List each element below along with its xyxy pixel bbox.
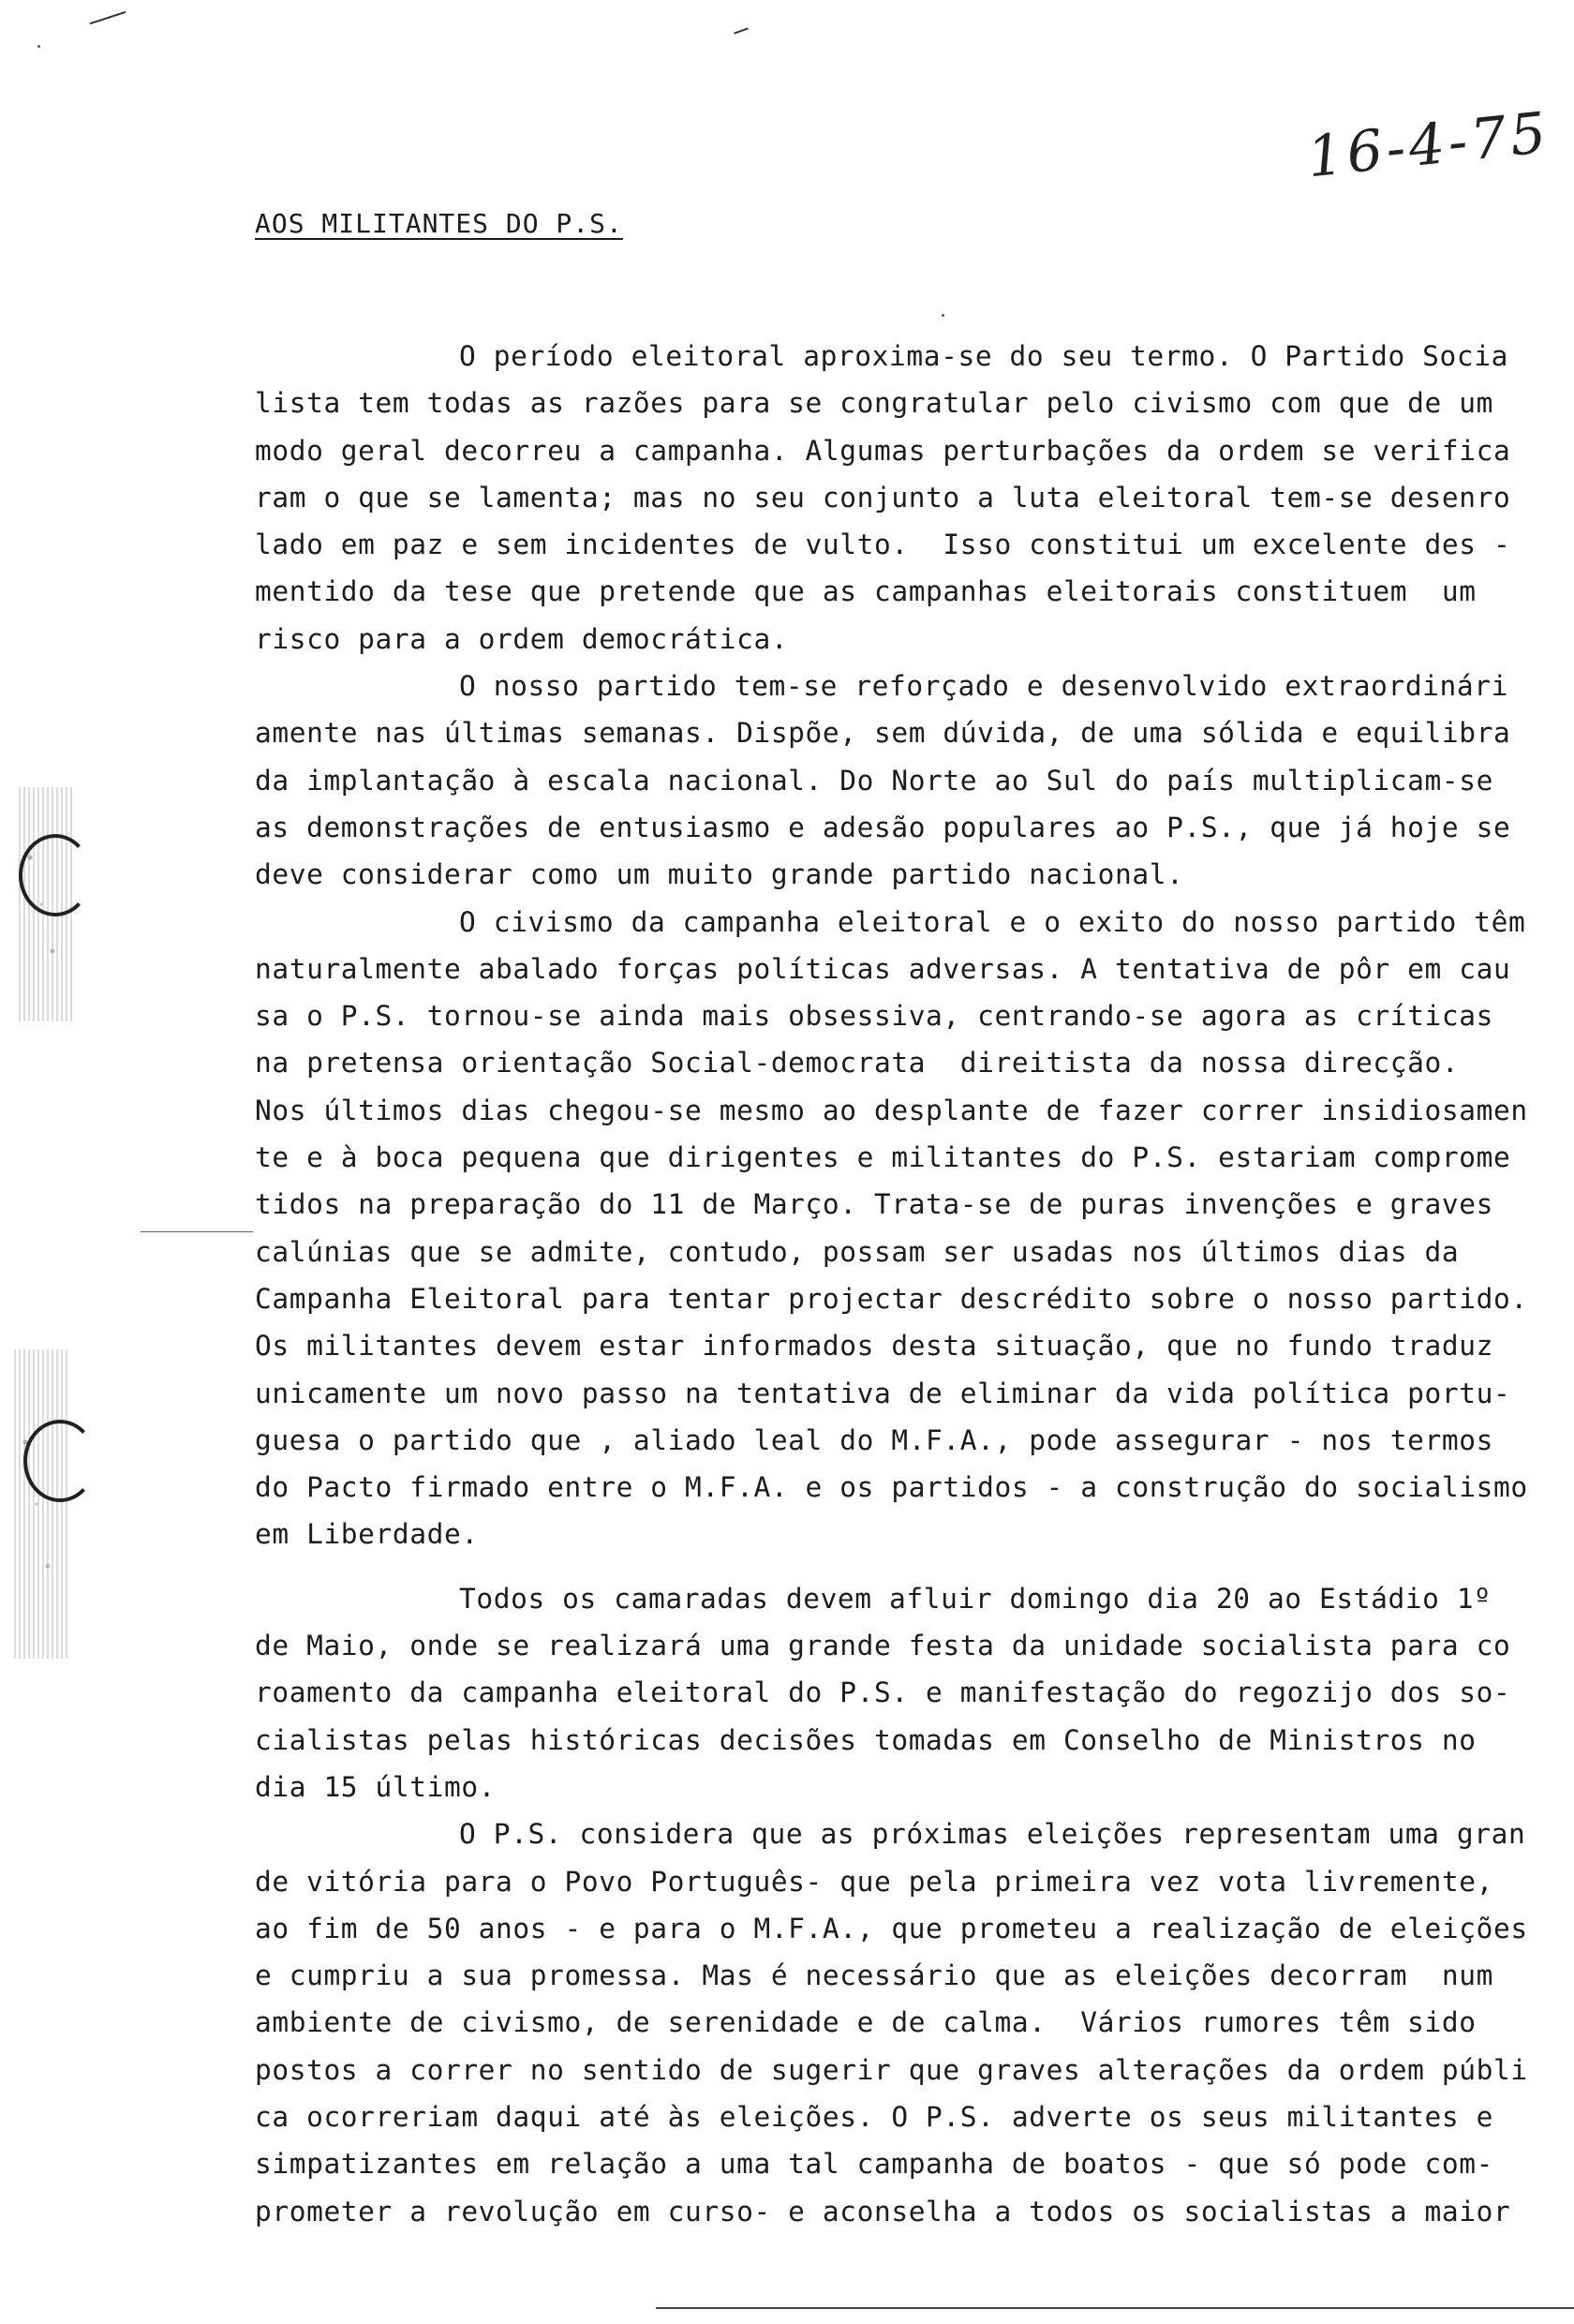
text-line: O nosso partido tem-se reforçado e desenvolvido extraordinári	[459, 670, 1508, 703]
scan-noise-left-lower	[14, 1349, 70, 1659]
text-line: amente nas últimas semanas. Dispõe, sem dúvida, de uma sólida e equilibra	[255, 717, 1511, 750]
document-title: AOS MILITANTES DO P.S.	[255, 208, 623, 239]
text-line: na pretensa orientação Social-democrata direitista da nossa direcção.	[255, 1047, 1460, 1080]
text-line: roamento da campanha eleitoral do P.S. e manifestação do regozijo dos so-	[255, 1676, 1511, 1709]
paragraph-gap	[255, 1558, 1538, 1575]
text-line: Nos últimos dias chegou-se mesmo ao desplante de fazer correr insidiosamen	[255, 1094, 1528, 1126]
text-line: deve considerar como um muito grande partido nacional.	[255, 858, 1184, 891]
text-line: guesa o partido que , aliado leal do M.F.A., pode assegurar - nos termos	[255, 1423, 1493, 1456]
text-line: te e à boca pequena que dirigentes e militantes do P.S. estariam comprome	[255, 1141, 1511, 1174]
text-line: da implantação à escala nacional. Do Norte ao Sul do país multiplicam-se	[255, 764, 1493, 797]
scan-speck	[37, 45, 40, 48]
text-line: tidos na preparação do 11 de Março. Trata-se de puras invenções e graves	[255, 1188, 1493, 1221]
text-line: ram o que se lamenta; mas no seu conjunto a luta eleitoral tem-se desenro	[255, 481, 1511, 514]
text-line: e cumpriu a sua promessa. Mas é necessário que as eleições decorram num	[255, 1959, 1493, 1992]
text-line: calúnias que se admite, contudo, possam ser usadas nos últimos dias da	[255, 1235, 1460, 1268]
text-line: as demonstrações de entusiasmo e adesão populares ao P.S., que já hoje se	[255, 811, 1511, 843]
fold-line-left	[141, 1231, 253, 1232]
page-bottom-edge	[656, 2307, 1574, 2309]
text-line: unicamente um novo passo na tentativa de eliminar da vida política portu-	[255, 1377, 1511, 1409]
text-line: Todos os camaradas devem afluir domingo dia 20 ao Estádio 1º	[459, 1582, 1492, 1615]
text-line: cialistas pelas históricas decisões tomadas em Conselho de Ministros no	[255, 1723, 1477, 1756]
text-line: prometer a revolução em curso- e aconselha a todos os socialistas a maior	[255, 2195, 1511, 2227]
text-line: postos a correr no sentido de sugerir que graves alterações da ordem públi	[255, 2053, 1528, 2086]
punch-hole-upper	[19, 834, 92, 916]
text-line: de vitória para o Povo Português- que pela primeira vez vota livremente,	[255, 1865, 1493, 1898]
text-line: modo geral decorreu a campanha. Algumas perturbações da ordem se verifica	[255, 434, 1511, 467]
text-line: em Liberdade.	[255, 1518, 479, 1551]
text-line: lista tem todas as razões para se congratular pelo civismo com que de um	[255, 387, 1493, 420]
text-line: naturalmente abalado forças políticas adversas. A tentativa de pôr em cau	[255, 952, 1511, 985]
text-line: mentido da tese que pretende que as campanhas eleitorais constituem um	[255, 575, 1477, 608]
text-line: simpatizantes em relação a uma tal campanha de boatos - que só pode com-	[255, 2148, 1493, 2181]
text-line: ambiente de civismo, de serenidade e de calma. Vários rumores têm sido	[255, 2006, 1477, 2039]
scan-speck	[942, 314, 944, 317]
text-line: Campanha Eleitoral para tentar projectar descrédito sobre o nosso partido.	[255, 1282, 1528, 1315]
text-line: O período eleitoral aproxima-se do seu termo. O Partido Socia	[459, 340, 1508, 372]
scan-stroke-top-left	[90, 11, 126, 24]
text-line: ao fim de 50 anos - e para o M.F.A., que prometeu a realização de eleições	[255, 1912, 1528, 1944]
handwritten-date: 16-4-75	[1304, 99, 1553, 191]
text-line: O P.S. considera que as próximas eleições representam uma gran	[459, 1818, 1526, 1851]
text-line: do Pacto firmado entre o M.F.A. e os partidos - a construção do socialismo	[255, 1471, 1528, 1504]
scan-stroke-top-center	[734, 27, 749, 34]
text-line: dia 15 último.	[255, 1770, 497, 1803]
text-line: lado em paz e sem incidentes de vulto. Isso constitui um excelente des -	[255, 529, 1511, 561]
text-line: Os militantes devem estar informados desta situação, que no fundo traduz	[255, 1330, 1493, 1363]
text-line: de Maio, onde se realizará uma grande festa da unidade socialista para co	[255, 1630, 1511, 1662]
body-text	[255, 333, 1538, 2235]
punch-hole-lower	[23, 1420, 97, 1502]
text-line: sa o P.S. tornou-se ainda mais obsessiva, centrando-se agora as críticas	[255, 1000, 1493, 1033]
text-line: ca ocorreriam daqui até às eleições. O P.S. adverte os seus militantes e	[255, 2100, 1493, 2133]
text-line: O civismo da campanha eleitoral e o exito do nosso partido têm	[459, 905, 1526, 938]
text-line: risco para a ordem democrática.	[255, 622, 789, 655]
